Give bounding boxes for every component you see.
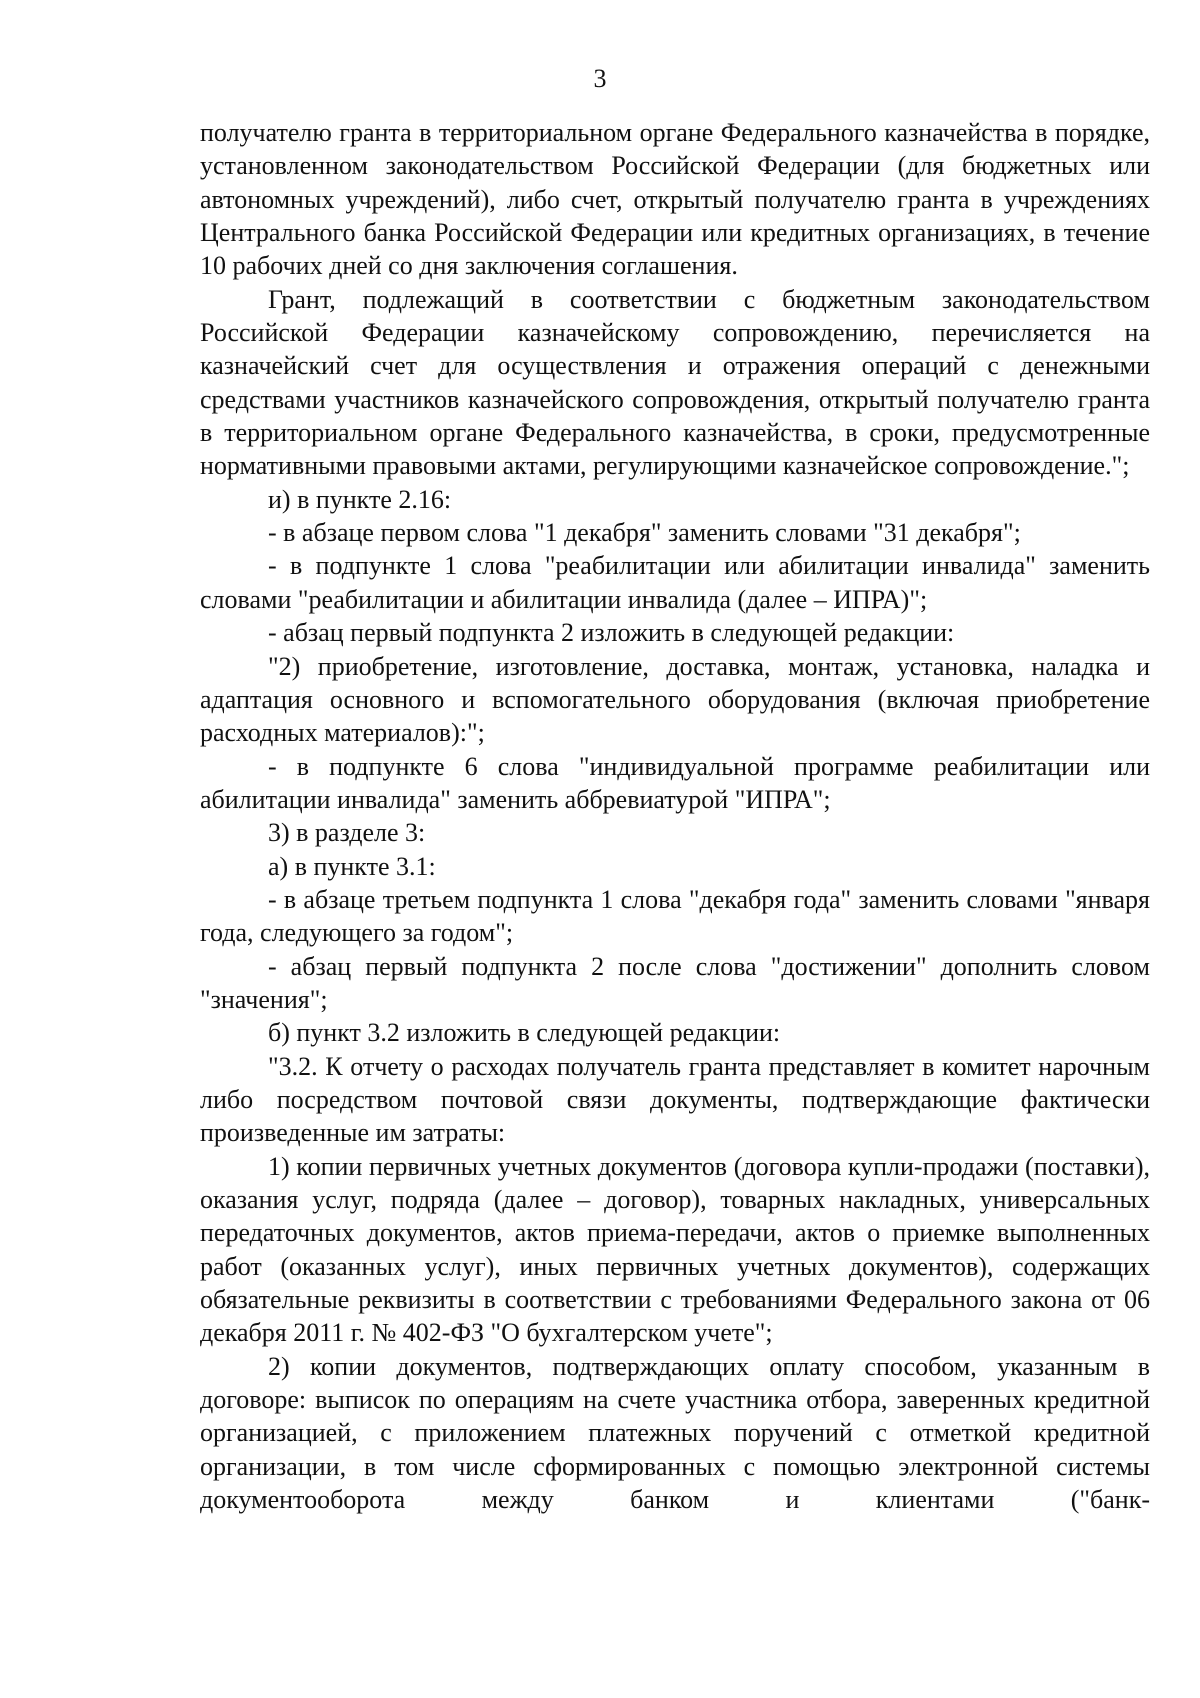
paragraph: и) в пункте 2.16: bbox=[268, 484, 452, 514]
paragraph: Грант, подлежащий в соответствии с бюджетным законодательством Российской Федерации казначейскому сопровождению, перечисляется на казначейский счет для осуществления и отражения операций с денежными средствами участников казначейского сопровождения, открытый получателю гранта в территориальном органе Федерального казначейства, в сроки, предусмотренные нормативными правовыми актами, регулирующими казначейское сопровождение."; bbox=[200, 284, 1150, 481]
paragraph: 3) в разделе 3: bbox=[268, 818, 426, 848]
paragraph: б) пункт 3.2 изложить в следующей редакции: bbox=[268, 1018, 781, 1048]
paragraph: "2) приобретение, изготовление, доставка, монтаж, установка, наладка и адаптация основного и вспомогательного оборудования (включая приобретение расходных материалов):"; bbox=[200, 651, 1150, 748]
document-body bbox=[200, 116, 1150, 1516]
paragraph: "3.2. К отчету о расходах получатель гранта представляет в комитет нарочным либо посредством почтовой связи документы, подтверждающие фактически произведенные им затраты: bbox=[200, 1051, 1150, 1148]
paragraph: - абзац первый подпункта 2 изложить в следующей редакции: bbox=[268, 618, 955, 648]
paragraph: - в абзаце третьем подпункта 1 слова "декабря года" заменить словами "января года, следующего за годом"; bbox=[200, 884, 1150, 948]
paragraph: - абзац первый подпункта 2 после слова "достижении" дополнить словом "значения"; bbox=[200, 951, 1150, 1014]
paragraph: получателю гранта в территориальном органе Федерального казначейства в порядке, установленном законодательством Российской Федерации (для бюджетных или автономных учреждений), либо счет, открытый получателю гранта в учреждениях Центрального банка Российской Федерации или кредитных организациях, в течение 10 рабочих дней со дня заключения соглашения. bbox=[200, 118, 1150, 281]
paragraph: 2) копии документов, подтверждающих оплату способом, указанным в договоре: выписок по операциям на счете участника отбора, заверенных кредитной организацией, с приложением платежных поручений с отметкой кредитной организации, в том числе сформированных с помощью электронной системы документооборота между банком и клиентами ("банк- bbox=[200, 1351, 1150, 1515]
paragraph: а) в пункте 3.1: bbox=[268, 851, 436, 881]
paragraph: - в подпункте 6 слова "индивидуальной программе реабилитации или абилитации инвалида" заменить аббревиатурой "ИПРА"; bbox=[200, 751, 1150, 814]
page-number: 3 bbox=[593, 64, 607, 93]
paragraph: - в абзаце первом слова "1 декабря" заменить словами "31 декабря"; bbox=[268, 518, 1021, 548]
paragraph: 1) копии первичных учетных документов (договора купли-продажи (поставки), оказания услуг, подряда (далее – договор), товарных накладных, универсальных передаточных документов, актов приема-передачи, актов о приемке выполненных работ (оказанных услуг), иных первичных учетных документов), содержащих обязательные реквизиты в соответствии с требованиями Федерального закона от 06 декабря 2011 г. № 402-ФЗ "О бухгалтерском учете"; bbox=[200, 1151, 1150, 1348]
paragraph: - в подпункте 1 слова "реабилитации или абилитации инвалида" заменить словами "реабилитации и абилитации инвалида (далее – ИПРА)"; bbox=[200, 551, 1150, 614]
